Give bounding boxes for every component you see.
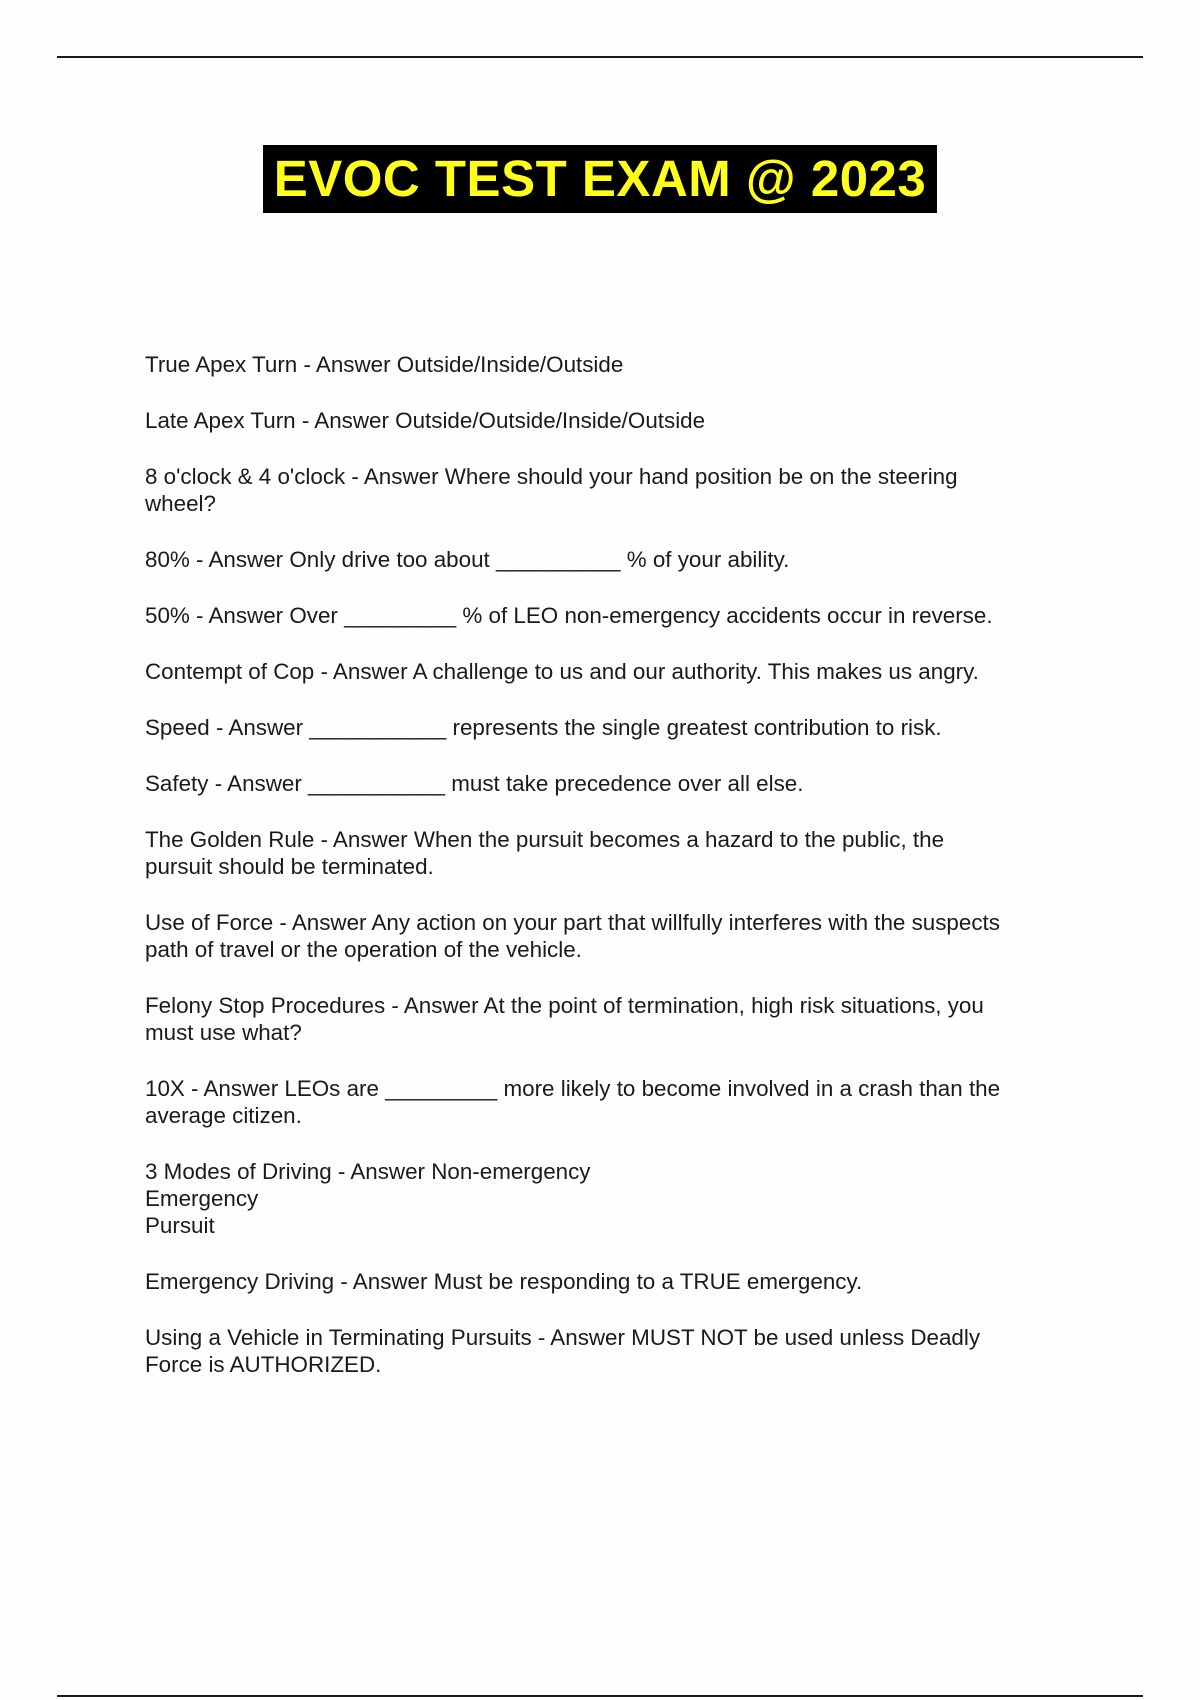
qa-item: 50% - Answer Over _________ % of LEO non-emergency accidents occur in reverse. — [145, 603, 993, 628]
page-title: EVOC TEST EXAM @ 2023 — [263, 145, 937, 213]
qa-list — [145, 351, 1095, 1407]
qa-item: Late Apex Turn - Answer Outside/Outside/Inside/Outside — [145, 408, 706, 433]
qa-item: Using a Vehicle in Terminating Pursuits - Answer MUST NOT be used unless Deadly Force is AUTHORIZED. — [145, 1325, 981, 1377]
qa-item: Emergency Driving - Answer Must be responding to a TRUE emergency. — [145, 1269, 863, 1294]
qa-item: Speed - Answer ___________ represents the single greatest contribution to risk. — [145, 715, 942, 740]
qa-item: 80% - Answer Only drive too about __________ % of your ability. — [145, 547, 790, 572]
bottom-rule — [57, 1695, 1143, 1697]
qa-item: Use of Force - Answer Any action on your part that willfully interferes with the suspects path of travel or the operation of the vehicle. — [145, 910, 1000, 962]
qa-item: True Apex Turn - Answer Outside/Inside/Outside — [145, 352, 624, 377]
qa-item: 8 o'clock & 4 o'clock - Answer Where should your hand position be on the steering wheel? — [145, 464, 958, 516]
qa-item: Contempt of Cop - Answer A challenge to us and our authority. This makes us angry. — [145, 659, 979, 684]
qa-item: The Golden Rule - Answer When the pursuit becomes a hazard to the public, the pursuit should be terminated. — [145, 827, 945, 879]
qa-item: 10X - Answer LEOs are _________ more likely to become involved in a crash than the average citizen. — [145, 1076, 1001, 1128]
qa-item: Felony Stop Procedures - Answer At the point of termination, high risk situations, you must use what? — [145, 993, 984, 1045]
qa-item: Safety - Answer ___________ must take precedence over all else. — [145, 771, 804, 796]
qa-item: 3 Modes of Driving - Answer Non-emergency Emergency Pursuit — [145, 1159, 591, 1238]
top-rule — [57, 56, 1143, 58]
title-banner — [0, 145, 1200, 213]
